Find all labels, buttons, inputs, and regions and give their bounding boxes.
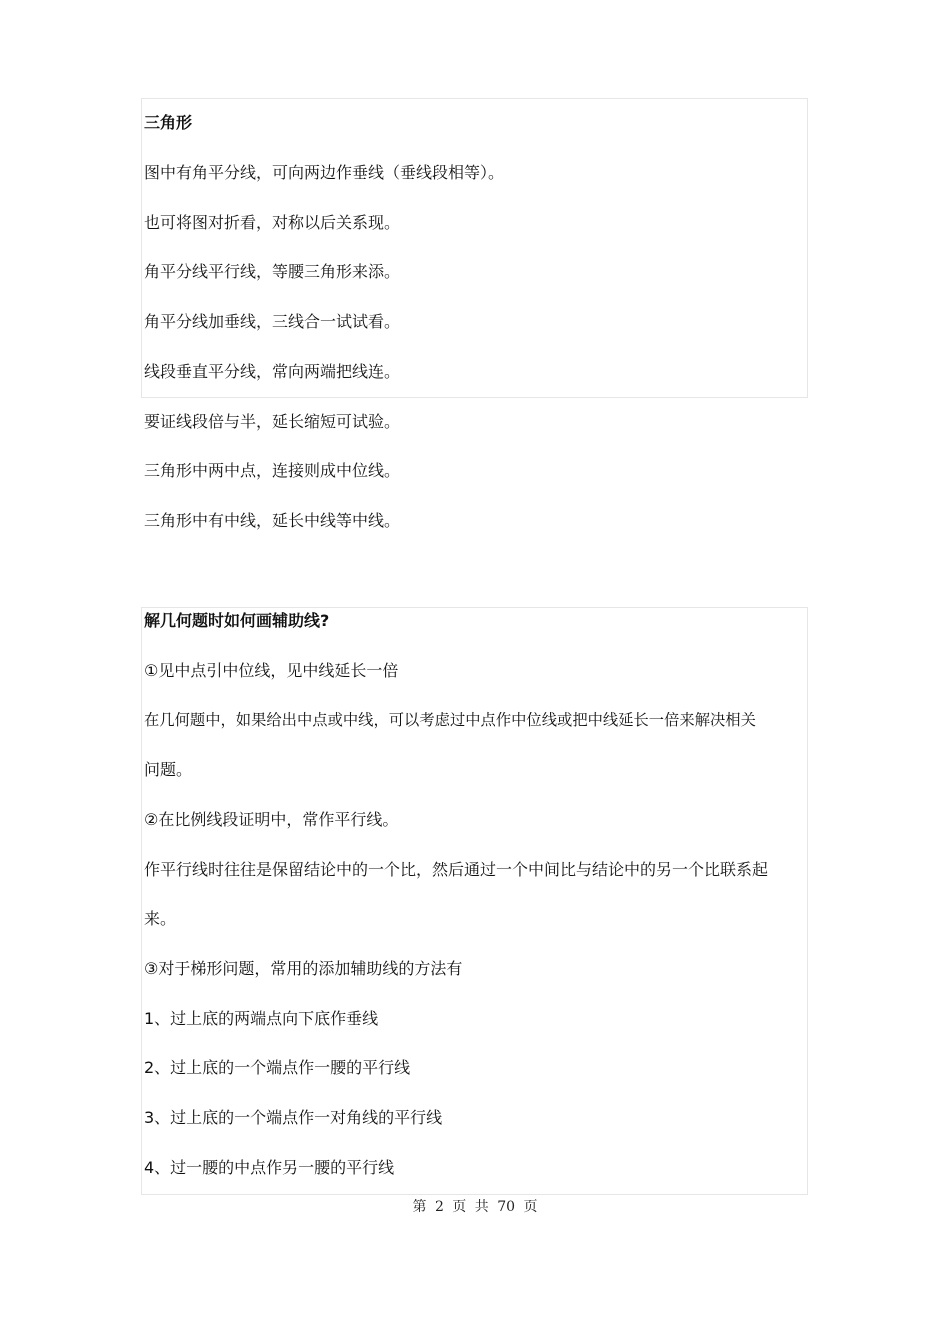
section-2-frame (141, 607, 808, 1195)
page-number-footer: 第 2 页 共 70 页 (412, 1199, 538, 1215)
section-2-line-6: 来。 (144, 909, 177, 928)
section-2-line-11: 4、过一腰的中点作另一腰的平行线 (144, 1158, 395, 1177)
section-2-line-9: 2、过上底的一个端点作一腰的平行线 (144, 1058, 411, 1077)
section-2-line-3: 问题。 (144, 760, 193, 779)
section-1-frame (141, 98, 808, 398)
section-2-line-10: 3、过上底的一个端点作一对角线的平行线 (144, 1108, 443, 1127)
section-2-line-7: ③对于梯形问题，常用的添加辅助线的方法有 (144, 959, 463, 978)
section-2-line-1: ①见中点引中位线，见中线延长一倍 (144, 661, 399, 680)
section-1-line-3: 角平分线平行线，等腰三角形来添。 (144, 262, 401, 281)
section-1-line-4: 角平分线加垂线，三线合一试试看。 (144, 312, 401, 331)
section-2-title: 解几何题时如何画辅助线? (144, 611, 330, 630)
section-2-line-5: 作平行线时往往是保留结论中的一个比，然后通过一个中间比与结论中的另一个比联系起 (144, 860, 769, 879)
section-2-line-2: 在几何题中，如果给出中点或中线，可以考虑过中点作中位线或把中线延长一倍来解决相关 (144, 711, 756, 729)
section-2-line-8: 1、过上底的两端点向下底作垂线 (144, 1009, 379, 1028)
section-1-line-8: 三角形中有中线，延长中线等中线。 (144, 511, 401, 530)
section-1-line-6: 要证线段倍与半，延长缩短可试验。 (144, 412, 401, 431)
section-2-line-4: ②在比例线段证明中，常作平行线。 (144, 810, 399, 829)
section-1-line-2: 也可将图对折看，对称以后关系现。 (144, 213, 401, 232)
section-1-title: 三角形 (144, 113, 193, 132)
section-1-line-1: 图中有角平分线，可向两边作垂线（垂线段相等）。 (144, 163, 505, 182)
section-1-line-7: 三角形中两中点，连接则成中位线。 (144, 461, 401, 480)
section-1-line-5: 线段垂直平分线，常向两端把线连。 (144, 362, 401, 381)
